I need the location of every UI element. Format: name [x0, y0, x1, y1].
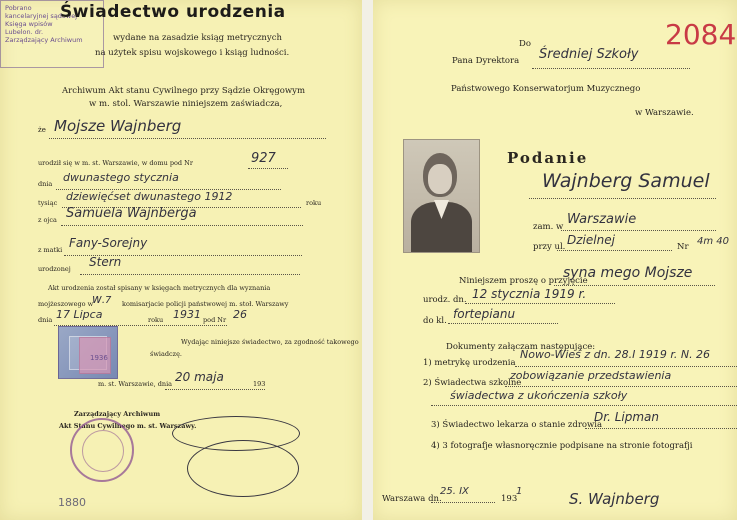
house-number-value: 4m 40	[697, 236, 730, 247]
year-label: tysiąc	[38, 199, 58, 207]
doc-4-label: 4) 3 fotografje własnoręcznie podpisane na stronie fotografji	[431, 441, 693, 451]
birth-year: dziewięćset dwunastego 1912	[66, 190, 233, 203]
doc-1-handwritten: Nowo-Wieś z dn. 28.I 1919 r. N. 26	[520, 348, 711, 361]
applicant-signature: S. Wajnberg	[569, 490, 660, 508]
podanie-heading: Podanie	[507, 149, 589, 167]
doc-2-handwritten-line-2: świadectwa z ukończenia szkoły	[450, 389, 628, 402]
prefix-ze: że	[38, 126, 46, 134]
year-handwritten: 1	[516, 486, 523, 497]
document-title: Świadectwo urodzenia	[60, 2, 286, 22]
archive-line-2: w m. stol. Warszawie niniejszem zaświadcza,	[89, 99, 283, 109]
director-line-2: Akt Stanu Cywilnego m. st. Warszawy.	[59, 422, 197, 430]
record-pod-label: pod Nr	[203, 316, 227, 324]
pana-dyrektora-handwritten: Średniej Szkoły	[539, 47, 639, 62]
doc-3-label: 3) Świadectwo lekarza o stanie zdrowia	[431, 420, 603, 430]
subtitle-line-2: na użytek spisu wojskowego i ksiąg ludności.	[95, 48, 290, 58]
archive-line-1: Archiwum Akt stanu Cywilnego przy Sądzie Okręgowym	[62, 86, 306, 96]
stamp-year: 1936	[90, 354, 108, 362]
record-year: 1931	[173, 308, 201, 321]
house-number: 927	[251, 151, 276, 166]
street-name: Dzielnej	[567, 233, 615, 247]
pana-dyrektora-label: Pana Dyrektora	[452, 56, 520, 66]
record-line-2b: komisarjacie policji państwowej m. stoł. Warszawy	[122, 300, 289, 308]
office-stamp: Pobrano kancelaryjnej sądowej Księga wpisów Lubelon. dr. Zarządzający Archiwum	[0, 0, 104, 68]
archive-number: 1880	[58, 496, 86, 509]
place-date-suffix: 193	[253, 380, 266, 388]
corner-number: 2084	[665, 18, 737, 51]
request-label: Niniejszem proszę o przyjęcie	[459, 276, 588, 286]
residence-city: Warszawie	[567, 212, 637, 227]
subtitle-line-1: wydane na zasadzie ksiąg metrycznych	[113, 33, 282, 43]
record-line-2: mojżeszowego w	[38, 300, 94, 308]
record-roku-label: roku	[148, 316, 164, 324]
father-name: Samuela Wajnberga	[66, 206, 197, 221]
year-suffix: roku	[306, 199, 322, 207]
maiden-name: Stern	[89, 255, 122, 269]
birth-day: dwunastego stycznia	[63, 171, 179, 184]
child-name: Mojsze Wajnberg	[54, 117, 182, 135]
issue-line-1: Wydając niniejsze świadectwo, za zgodność takowego	[181, 338, 359, 346]
place-date-label: Warszawa dn.	[382, 494, 442, 504]
record-line-3-label: dnia	[38, 316, 53, 324]
round-seal-stamp	[70, 418, 134, 482]
zam-label: zam. w	[533, 222, 564, 232]
record-number: 26	[233, 308, 247, 321]
place-date-handwritten: 25. IX	[440, 486, 469, 497]
mother-label: z matki	[38, 246, 63, 254]
day-label: dnia	[38, 180, 53, 188]
class-handwritten: fortepianu	[453, 307, 516, 321]
conservatory-line: Państwowego Konserwatorjum Muzycznego	[451, 84, 641, 94]
place-date-label: m. st. Warszawie, dnia	[98, 380, 173, 388]
applicant-name: Wajnberg Samuel	[542, 170, 710, 192]
issue-line-2: świadczę.	[150, 350, 182, 358]
father-label: z ojca	[38, 216, 57, 224]
place-date-handwritten: 20 maja	[175, 370, 224, 384]
director-signature-loop	[187, 440, 299, 497]
year-print: 193	[501, 494, 518, 504]
documents-label: Dokumenty załączam następujące:	[446, 342, 596, 352]
doc-1-label: 1) metrykę urodzenia	[423, 358, 516, 368]
do-label: Do	[519, 39, 531, 49]
maiden-label: urodzonej	[38, 265, 71, 273]
doc-3-handwritten: Dr. Lipman	[594, 410, 659, 424]
application-page	[373, 0, 737, 520]
house-number-label: Nr	[677, 242, 689, 252]
applicant-photo	[403, 139, 480, 253]
record-day: 17 Lipca	[56, 308, 103, 321]
doc-2-handwritten: zobowiązanie przedstawienia	[510, 369, 672, 382]
city-line: w Warszawie.	[635, 108, 694, 118]
birth-certificate-page: Pobrano kancelaryjnej sądowej Księga wpisów Lubelon. dr. Zarządzający Archiwum Świadectwo urodzenia wydane na zasadzie ksiąg metrycznych na użytek spisu wojskowego i ksiąg ludności. Archiwum Akt stanu Cywilnego przy Sądzie Okręgowym w m. stol. Warszawie niniejszem zaświadcza, że Mojsze Wajnberg urodził się w m. st. Warszawie, w domu pod Nr 927 dnia dwunastego stycznia tysiąc dziewięćset dwunastego 1912 roku z ojca Samuela Wajnberga z matki Fany-Sorejny urodzonej Stern Akt urodzenia został spisany w księgach metrycznych dla wyznania mojżeszowego w w.7 komisarjacie policji państwowej m. stoł. Warszawy dnia 17 Lipca roku 1931 pod Nr 26 1936 Wydając niniejsze świadectwo, za zgodność takowego świadczę. m. st. Warszawie, dnia 20 maja 193 Zarządzający Archiwum Akt Stanu Cywilnego m. st. Warszawy. 1880	[0, 0, 362, 520]
street-label: przy ul.	[533, 242, 566, 252]
request-handwritten: syna mego Mojsze	[563, 265, 693, 281]
record-line-1: Akt urodzenia został spisany w księgach metrycznych dla wyznania	[48, 284, 271, 292]
director-line-1: Zarządzający Archiwum	[74, 410, 161, 418]
born-line-label: urodził się w m. st. Warszawie, w domu pod Nr	[38, 159, 193, 167]
mother-name: Fany-Sorejny	[69, 236, 148, 250]
class-label: do kl.	[423, 316, 447, 326]
birth-date-handwritten: 12 stycznia 1919 r.	[472, 287, 587, 301]
doc-2-label: 2) Świadectwa szkolne	[423, 378, 522, 388]
birth-date-label: urodz. dn.	[423, 295, 467, 305]
